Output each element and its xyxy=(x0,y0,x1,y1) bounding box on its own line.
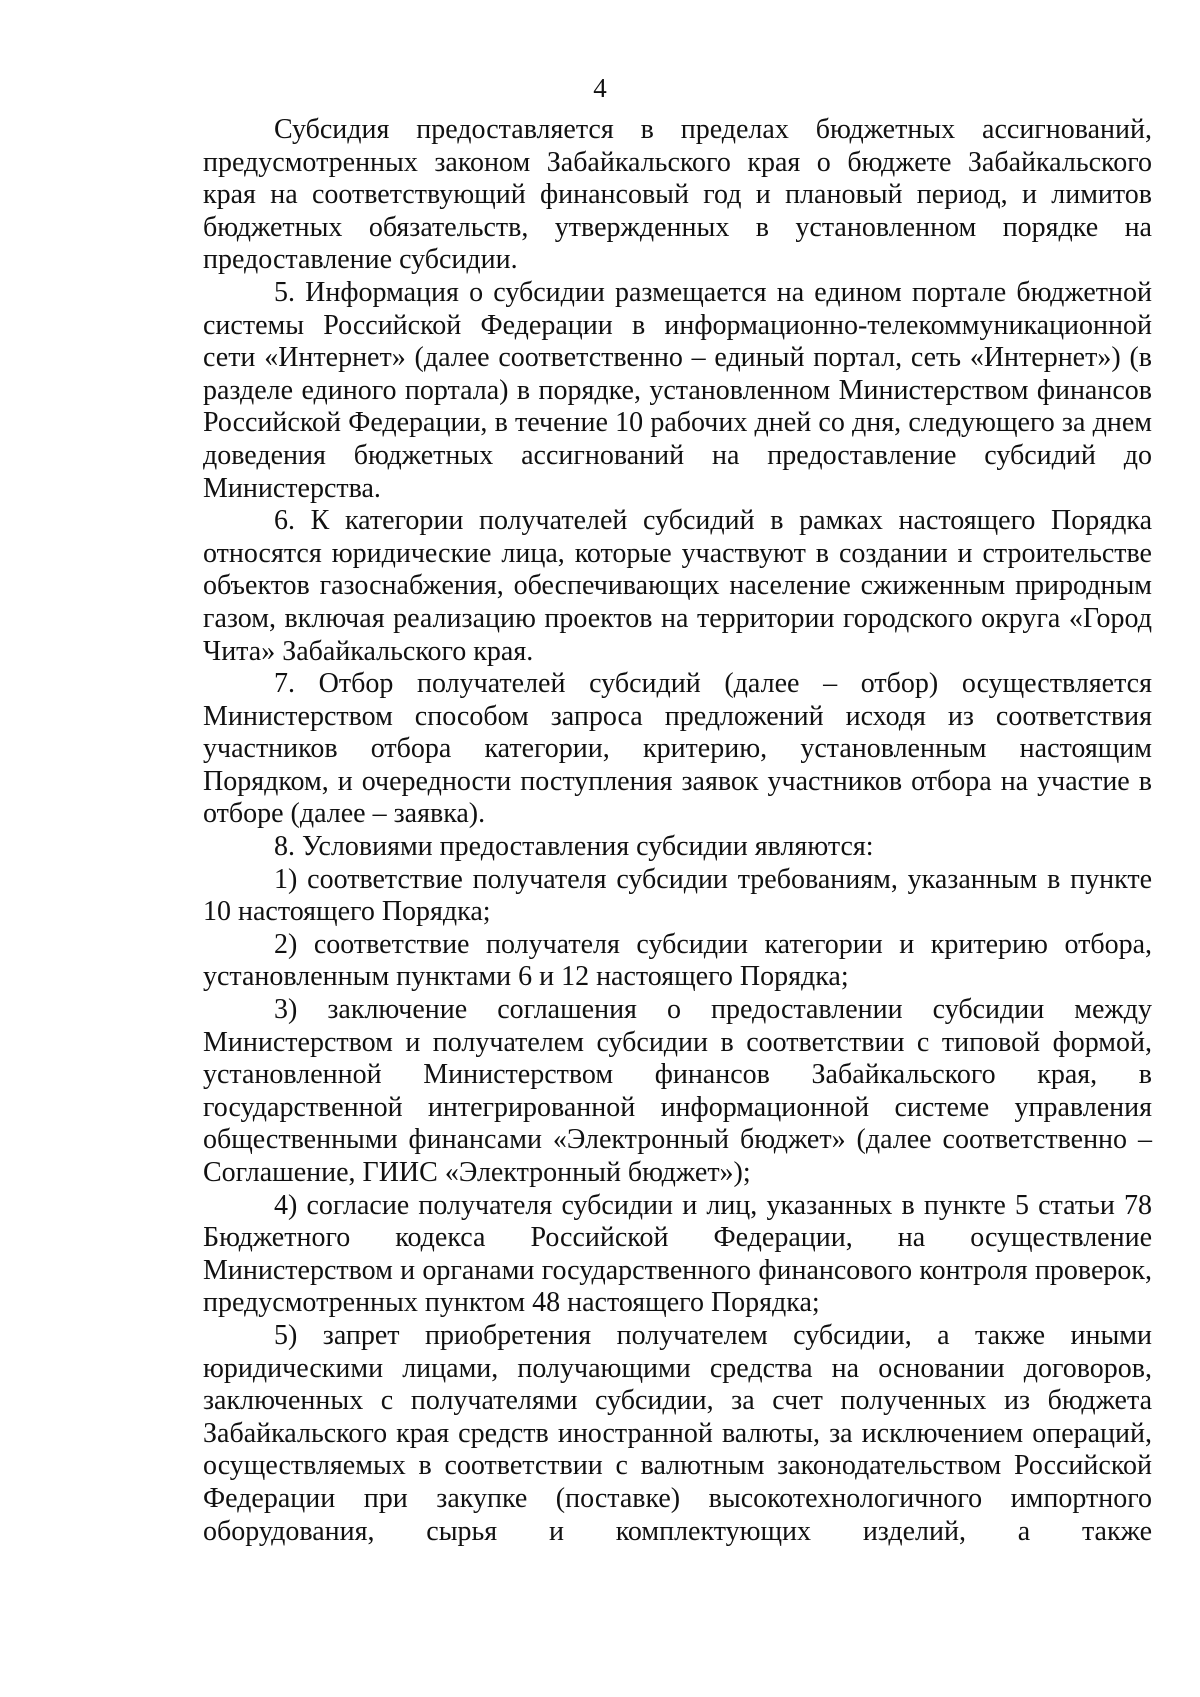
paragraph-item-5: 5. Информация о субсидии размещается на едином портале бюджетной системы Российской Федерации в информационно-телекоммуникационной сети «Интернет» (далее соответственно – единый портал, сеть «Интернет») (в разделе единого портала) в порядке, установленном Министерством финансов Российской Федерации, в течение 10 рабочих дней со дня, следующего за днем доведения бюджетных ассигнований на предоставление субсидий до Министерства. xyxy=(203,276,1152,504)
page-number: 4 xyxy=(593,73,607,103)
document-body xyxy=(203,114,1152,1548)
paragraph-condition-3: 3) заключение соглашения о предоставлении субсидии между Министерством и получателем субсидии в соответствии с типовой формой, установленной Министерством финансов Забайкальского края, в государственной интегрированной информационной системе управления общественными финансами «Электронный бюджет» (далее соответственно – Соглашение, ГИИС «Электронный бюджет»); xyxy=(203,994,1152,1188)
paragraph-item-7: 7. Отбор получателей субсидий (далее – отбор) осуществляется Министерством способом запроса предложений исходя из соответствия участников отбора категории, критерию, установленным настоящим Порядком, и очередности поступления заявок участников отбора на участие в отборе (далее – заявка). xyxy=(203,668,1152,830)
paragraph-condition-1: 1) соответствие получателя субсидии требованиям, указанным в пункте 10 настоящего Порядка; xyxy=(203,863,1152,928)
paragraph-condition-4: 4) согласие получателя субсидии и лиц, указанных в пункте 5 статьи 78 Бюджетного кодекса Российской Федерации, на осуществление Министерством и органами государственного финансового контроля проверок, предусмотренных пунктом 48 настоящего Порядка; xyxy=(203,1189,1152,1319)
paragraph-condition-2: 2) соответствие получателя субсидии категории и критерию отбора, установленным пунктами 6 и 12 настоящего Порядка; xyxy=(203,928,1152,993)
paragraph-subsidy-limits: Субсидия предоставляется в пределах бюджетных ассигнований, предусмотренных законом Забайкальского края о бюджете Забайкальского края на соответствующий финансовый год и плановый период, и лимитов бюджетных обязательств, утвержденных в установленном порядке на предоставление субсидии. xyxy=(203,114,1152,276)
paragraph-item-8: 8. Условиями предоставления субсидии являются: xyxy=(274,831,874,863)
paragraph-item-6: 6. К категории получателей субсидий в рамках настоящего Порядка относятся юридические лица, которые участвуют в создании и строительстве объектов газоснабжения, обеспечивающих население сжиженным природным газом, включая реализацию проектов на территории городского округа «Город Чита» Забайкальского края. xyxy=(203,505,1152,667)
paragraph-condition-5: 5) запрет приобретения получателем субсидии, а также иными юридическими лицами, получающими средства на основании договоров, заключенных с получателями субсидии, за счет полученных из бюджета Забайкальского края средств иностранной валюты, за исключением операций, осуществляемых в соответствии с валютным законодательством Российской Федерации при закупке (поставке) высокотехнологичного импортного оборудования, сырья и комплектующих изделий, а также xyxy=(203,1319,1152,1547)
